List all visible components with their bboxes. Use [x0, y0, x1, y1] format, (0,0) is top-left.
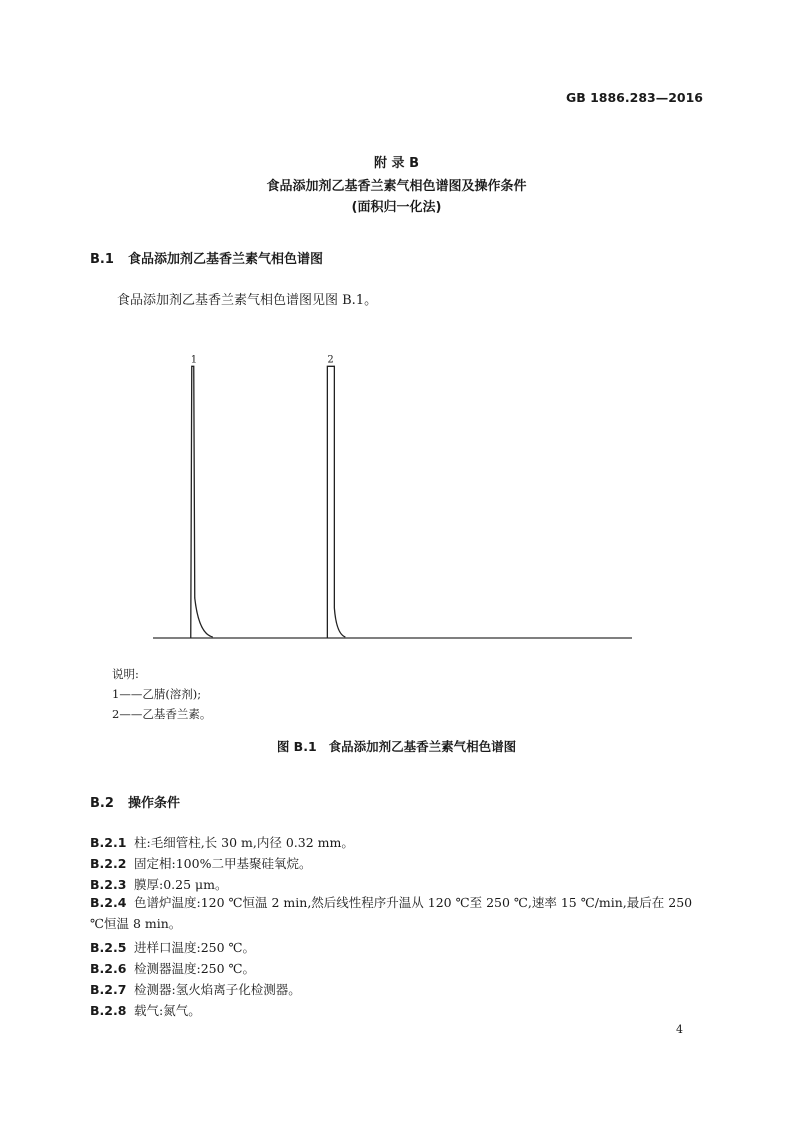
section-b2-heading — [90, 792, 180, 811]
section-b1-number: B.1 — [90, 252, 114, 267]
condition-text: 膜厚:0.25 μm。 — [134, 877, 228, 892]
legend-heading: 说明: — [112, 667, 139, 681]
condition-number: B.2.3 — [90, 877, 127, 892]
figure-caption-text: 食品添加剂乙基香兰素气相色谱图 — [328, 739, 517, 754]
page-number: 4 — [676, 1023, 683, 1036]
chart-peak-1-label: 1 — [190, 354, 198, 366]
section-b1-paragraph: 食品添加剂乙基香兰素气相色谱图见图 B.1。 — [117, 293, 378, 308]
section-b2-title: 操作条件 — [128, 796, 181, 811]
figure-number: 图 B.1 — [276, 739, 317, 754]
standard-number: GB 1886.283—2016 — [565, 90, 703, 105]
legend-item-1: 1——乙腈(溶剂); — [112, 687, 202, 701]
condition-text: 色谱炉温度:120 ℃恒温 2 min,然后线性程序升温从 120 ℃至 250 ℃,速率 15 ℃/min,最后在 250 ℃恒温 8 min。 — [90, 895, 693, 931]
condition-item — [90, 980, 301, 998]
condition-number: B.2.1 — [90, 835, 127, 850]
figure-caption — [0, 737, 793, 755]
chart-peak-1 — [191, 366, 213, 638]
condition-text: 检测器温度:250 ℃。 — [134, 961, 256, 976]
section-b1-title: 食品添加剂乙基香兰素气相色谱图 — [128, 252, 324, 267]
condition-number: B.2.8 — [90, 1003, 127, 1018]
appendix-label: 附 录 B — [374, 156, 419, 171]
condition-item — [90, 875, 228, 893]
condition-number: B.2.2 — [90, 856, 127, 871]
chart-peak-2 — [327, 366, 345, 638]
condition-text: 柱:毛细管柱,长 30 m,内径 0.32 mm。 — [134, 835, 354, 850]
chart-peak-2-label: 2 — [327, 354, 334, 366]
section-b2-number: B.2 — [90, 796, 114, 811]
condition-text: 载气:氮气。 — [134, 1003, 201, 1018]
condition-text: 固定相:100%二甲基聚硅氧烷。 — [134, 856, 312, 871]
condition-number: B.2.6 — [90, 961, 127, 976]
appendix-subtitle: (面积归一化法) — [351, 200, 442, 215]
condition-item — [90, 833, 354, 851]
condition-item — [90, 892, 703, 934]
condition-item — [90, 854, 311, 872]
condition-item — [90, 938, 255, 956]
condition-number: B.2.5 — [90, 940, 127, 955]
condition-number: B.2.7 — [90, 982, 127, 997]
legend-item-2: 2——乙基香兰素。 — [112, 707, 212, 721]
condition-item — [90, 1001, 201, 1019]
appendix-title: 食品添加剂乙基香兰素气相色谱图及操作条件 — [266, 179, 527, 194]
condition-text: 进样口温度:250 ℃。 — [134, 940, 256, 955]
condition-number: B.2.4 — [90, 895, 127, 910]
condition-item — [90, 959, 255, 977]
condition-text: 检测器:氢火焰离子化检测器。 — [134, 982, 301, 997]
